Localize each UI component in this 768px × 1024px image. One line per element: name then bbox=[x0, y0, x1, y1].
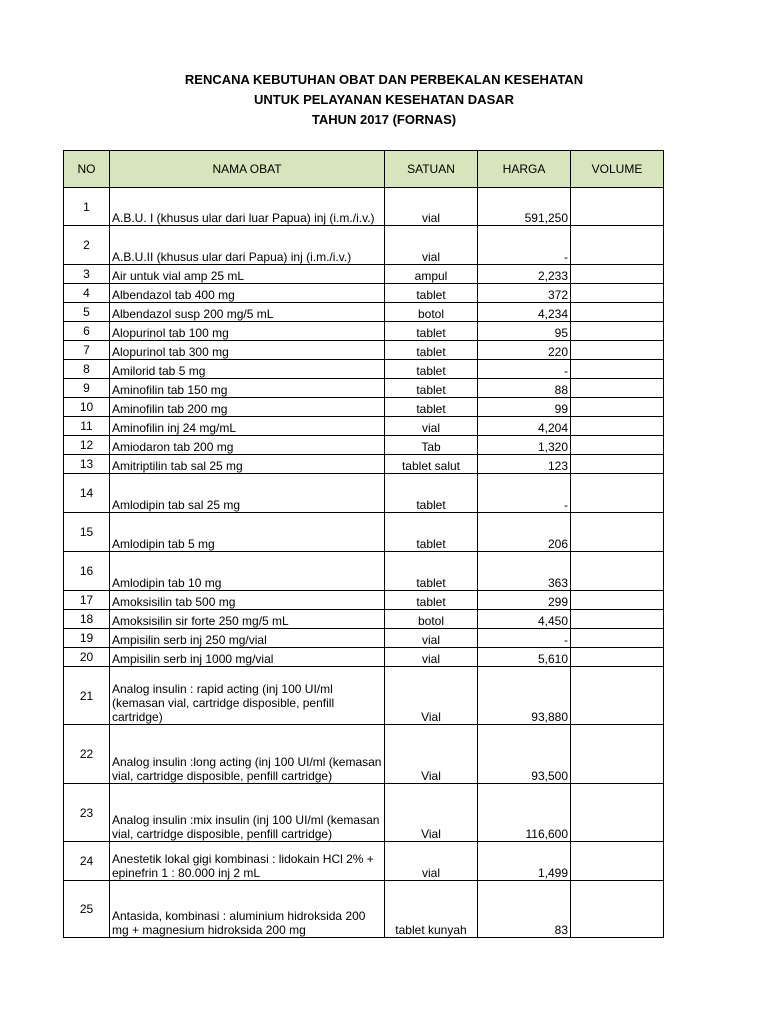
cell-volume bbox=[571, 784, 664, 842]
cell-satuan: Vial bbox=[385, 784, 478, 842]
cell-satuan: botol bbox=[385, 610, 478, 629]
cell-nama-obat: A.B.U. I (khusus ular dari luar Papua) inj (i.m./i.v.) bbox=[110, 188, 385, 226]
header-satuan: SATUAN bbox=[385, 151, 478, 188]
header-no: NO bbox=[64, 151, 110, 188]
cell-satuan: tablet bbox=[385, 398, 478, 417]
table-row bbox=[64, 629, 664, 648]
table-row bbox=[64, 360, 664, 379]
cell-harga: 4,234 bbox=[478, 303, 571, 322]
table-row bbox=[64, 842, 664, 881]
table-body bbox=[64, 188, 664, 938]
table-row bbox=[64, 322, 664, 341]
table-row bbox=[64, 379, 664, 398]
header-harga: HARGA bbox=[478, 151, 571, 188]
cell-nama-obat: Alopurinol tab 100 mg bbox=[110, 322, 385, 341]
cell-satuan: vial bbox=[385, 842, 478, 881]
cell-volume bbox=[571, 552, 664, 591]
cell-satuan: tablet bbox=[385, 513, 478, 552]
cell-nama-obat: Aminofilin tab 200 mg bbox=[110, 398, 385, 417]
cell-harga: 299 bbox=[478, 591, 571, 610]
cell-nama-obat: Antasida, kombinasi : aluminium hidroksida 200 mg + magnesium hidroksida 200 mg bbox=[110, 881, 385, 938]
cell-satuan: tablet salut bbox=[385, 455, 478, 474]
table-row bbox=[64, 303, 664, 322]
table-row bbox=[64, 881, 664, 938]
cell-nama-obat: Amlodipin tab 5 mg bbox=[110, 513, 385, 552]
cell-volume bbox=[571, 667, 664, 725]
cell-volume bbox=[571, 842, 664, 881]
cell-no: 23 bbox=[64, 784, 110, 842]
cell-satuan: vial bbox=[385, 226, 478, 265]
cell-satuan: Vial bbox=[385, 725, 478, 784]
table-row bbox=[64, 552, 664, 591]
cell-harga: 88 bbox=[478, 379, 571, 398]
cell-harga: 5,610 bbox=[478, 648, 571, 667]
cell-volume bbox=[571, 284, 664, 303]
header-nama-obat: NAMA OBAT bbox=[110, 151, 385, 188]
cell-nama-obat: Anestetik lokal gigi kombinasi : lidokain HCl 2% + epinefrin 1 : 80.000 inj 2 mL bbox=[110, 842, 385, 881]
table-row bbox=[64, 417, 664, 436]
cell-harga: 2,233 bbox=[478, 265, 571, 284]
title-line-1: RENCANA KEBUTUHAN OBAT DAN PERBEKALAN KESEHATAN bbox=[184, 72, 584, 87]
cell-volume bbox=[571, 629, 664, 648]
title-line-3: TAHUN 2017 (FORNAS) bbox=[311, 112, 457, 127]
cell-volume bbox=[571, 188, 664, 226]
cell-harga: 1,499 bbox=[478, 842, 571, 881]
cell-nama-obat: Amitriptilin tab sal 25 mg bbox=[110, 455, 385, 474]
cell-harga: 99 bbox=[478, 398, 571, 417]
cell-nama-obat: Analog insulin : rapid acting (inj 100 UI/ml (kemasan vial, cartridge disposible, penfill cartridge) bbox=[110, 667, 385, 725]
cell-no: 2 bbox=[64, 226, 110, 265]
cell-no: 12 bbox=[64, 436, 110, 455]
cell-nama-obat: Albendazol tab 400 mg bbox=[110, 284, 385, 303]
header-volume: VOLUME bbox=[571, 151, 664, 188]
cell-nama-obat: A.B.U.II (khusus ular dari Papua) inj (i.m./i.v.) bbox=[110, 226, 385, 265]
cell-harga: 363 bbox=[478, 552, 571, 591]
cell-satuan: tablet bbox=[385, 591, 478, 610]
table-row bbox=[64, 610, 664, 629]
cell-volume bbox=[571, 303, 664, 322]
cell-no: 13 bbox=[64, 455, 110, 474]
cell-nama-obat: Amilorid tab 5 mg bbox=[110, 360, 385, 379]
cell-volume bbox=[571, 725, 664, 784]
cell-satuan: vial bbox=[385, 648, 478, 667]
cell-no: 3 bbox=[64, 265, 110, 284]
cell-satuan: tablet bbox=[385, 284, 478, 303]
cell-no: 14 bbox=[64, 474, 110, 513]
table-row bbox=[64, 436, 664, 455]
drug-table bbox=[63, 150, 664, 938]
cell-volume bbox=[571, 436, 664, 455]
cell-harga: - bbox=[478, 474, 571, 513]
cell-volume bbox=[571, 398, 664, 417]
table-row bbox=[64, 265, 664, 284]
table-row bbox=[64, 455, 664, 474]
cell-harga: 83 bbox=[478, 881, 571, 938]
cell-harga: 372 bbox=[478, 284, 571, 303]
cell-satuan: tablet bbox=[385, 474, 478, 513]
cell-harga: 4,450 bbox=[478, 610, 571, 629]
cell-no: 15 bbox=[64, 513, 110, 552]
cell-no: 17 bbox=[64, 591, 110, 610]
cell-volume bbox=[571, 322, 664, 341]
cell-harga: - bbox=[478, 629, 571, 648]
cell-harga: 116,600 bbox=[478, 784, 571, 842]
cell-harga: 95 bbox=[478, 322, 571, 341]
cell-nama-obat: Air untuk vial amp 25 mL bbox=[110, 265, 385, 284]
cell-volume bbox=[571, 881, 664, 938]
cell-harga: 93,500 bbox=[478, 725, 571, 784]
cell-satuan: Vial bbox=[385, 667, 478, 725]
cell-no: 7 bbox=[64, 341, 110, 360]
table-row bbox=[64, 513, 664, 552]
document-title bbox=[0, 70, 768, 130]
header-row bbox=[64, 151, 664, 188]
cell-no: 19 bbox=[64, 629, 110, 648]
cell-nama-obat: Alopurinol tab 300 mg bbox=[110, 341, 385, 360]
cell-volume bbox=[571, 513, 664, 552]
table-row bbox=[64, 341, 664, 360]
table-row bbox=[64, 474, 664, 513]
cell-no: 11 bbox=[64, 417, 110, 436]
table-row bbox=[64, 667, 664, 725]
cell-volume bbox=[571, 341, 664, 360]
cell-volume bbox=[571, 379, 664, 398]
table-row bbox=[64, 591, 664, 610]
cell-harga: 93,880 bbox=[478, 667, 571, 725]
cell-no: 9 bbox=[64, 379, 110, 398]
cell-nama-obat: Aminofilin inj 24 mg/mL bbox=[110, 417, 385, 436]
cell-nama-obat: Analog insulin :long acting (inj 100 UI/ml (kemasan vial, cartridge disposible, penfill cartridge) bbox=[110, 725, 385, 784]
cell-nama-obat: Analog insulin :mix insulin (inj 100 UI/ml (kemasan vial, cartridge disposible, penfill cartridge) bbox=[110, 784, 385, 842]
cell-harga: - bbox=[478, 226, 571, 265]
cell-volume bbox=[571, 610, 664, 629]
cell-satuan: tablet bbox=[385, 341, 478, 360]
cell-no: 5 bbox=[64, 303, 110, 322]
cell-harga: - bbox=[478, 360, 571, 379]
cell-satuan: vial bbox=[385, 629, 478, 648]
cell-no: 1 bbox=[64, 188, 110, 226]
title-line-2: UNTUK PELAYANAN KESEHATAN DASAR bbox=[253, 92, 515, 107]
cell-no: 10 bbox=[64, 398, 110, 417]
cell-no: 22 bbox=[64, 725, 110, 784]
cell-satuan: tablet bbox=[385, 360, 478, 379]
cell-nama-obat: Amoksisilin sir forte 250 mg/5 mL bbox=[110, 610, 385, 629]
cell-no: 18 bbox=[64, 610, 110, 629]
table-row bbox=[64, 398, 664, 417]
cell-nama-obat: Albendazol susp 200 mg/5 mL bbox=[110, 303, 385, 322]
cell-satuan: vial bbox=[385, 417, 478, 436]
cell-nama-obat: Ampisilin serb inj 1000 mg/vial bbox=[110, 648, 385, 667]
table-row bbox=[64, 784, 664, 842]
table-row bbox=[64, 226, 664, 265]
cell-harga: 206 bbox=[478, 513, 571, 552]
cell-harga: 591,250 bbox=[478, 188, 571, 226]
table-row bbox=[64, 188, 664, 226]
cell-satuan: ampul bbox=[385, 265, 478, 284]
cell-nama-obat: Ampisilin serb inj 250 mg/vial bbox=[110, 629, 385, 648]
cell-nama-obat: Aminofilin tab 150 mg bbox=[110, 379, 385, 398]
cell-nama-obat: Amlodipin tab sal 25 mg bbox=[110, 474, 385, 513]
table-row bbox=[64, 648, 664, 667]
cell-no: 16 bbox=[64, 552, 110, 591]
cell-no: 4 bbox=[64, 284, 110, 303]
cell-satuan: tablet kunyah bbox=[385, 881, 478, 938]
table-row bbox=[64, 725, 664, 784]
cell-no: 25 bbox=[64, 881, 110, 938]
cell-harga: 220 bbox=[478, 341, 571, 360]
cell-nama-obat: Amiodaron tab 200 mg bbox=[110, 436, 385, 455]
cell-volume bbox=[571, 455, 664, 474]
cell-satuan: botol bbox=[385, 303, 478, 322]
cell-no: 8 bbox=[64, 360, 110, 379]
cell-volume bbox=[571, 648, 664, 667]
cell-no: 20 bbox=[64, 648, 110, 667]
cell-satuan: Tab bbox=[385, 436, 478, 455]
cell-volume bbox=[571, 226, 664, 265]
cell-no: 24 bbox=[64, 842, 110, 881]
cell-satuan: tablet bbox=[385, 379, 478, 398]
cell-harga: 123 bbox=[478, 455, 571, 474]
cell-volume bbox=[571, 417, 664, 436]
cell-volume bbox=[571, 591, 664, 610]
cell-satuan: tablet bbox=[385, 552, 478, 591]
cell-nama-obat: Amoksisilin tab 500 mg bbox=[110, 591, 385, 610]
cell-harga: 1,320 bbox=[478, 436, 571, 455]
cell-satuan: vial bbox=[385, 188, 478, 226]
cell-no: 21 bbox=[64, 667, 110, 725]
cell-volume bbox=[571, 474, 664, 513]
cell-harga: 4,204 bbox=[478, 417, 571, 436]
cell-volume bbox=[571, 360, 664, 379]
table-row bbox=[64, 284, 664, 303]
cell-satuan: tablet bbox=[385, 322, 478, 341]
cell-volume bbox=[571, 265, 664, 284]
cell-no: 6 bbox=[64, 322, 110, 341]
cell-nama-obat: Amlodipin tab 10 mg bbox=[110, 552, 385, 591]
